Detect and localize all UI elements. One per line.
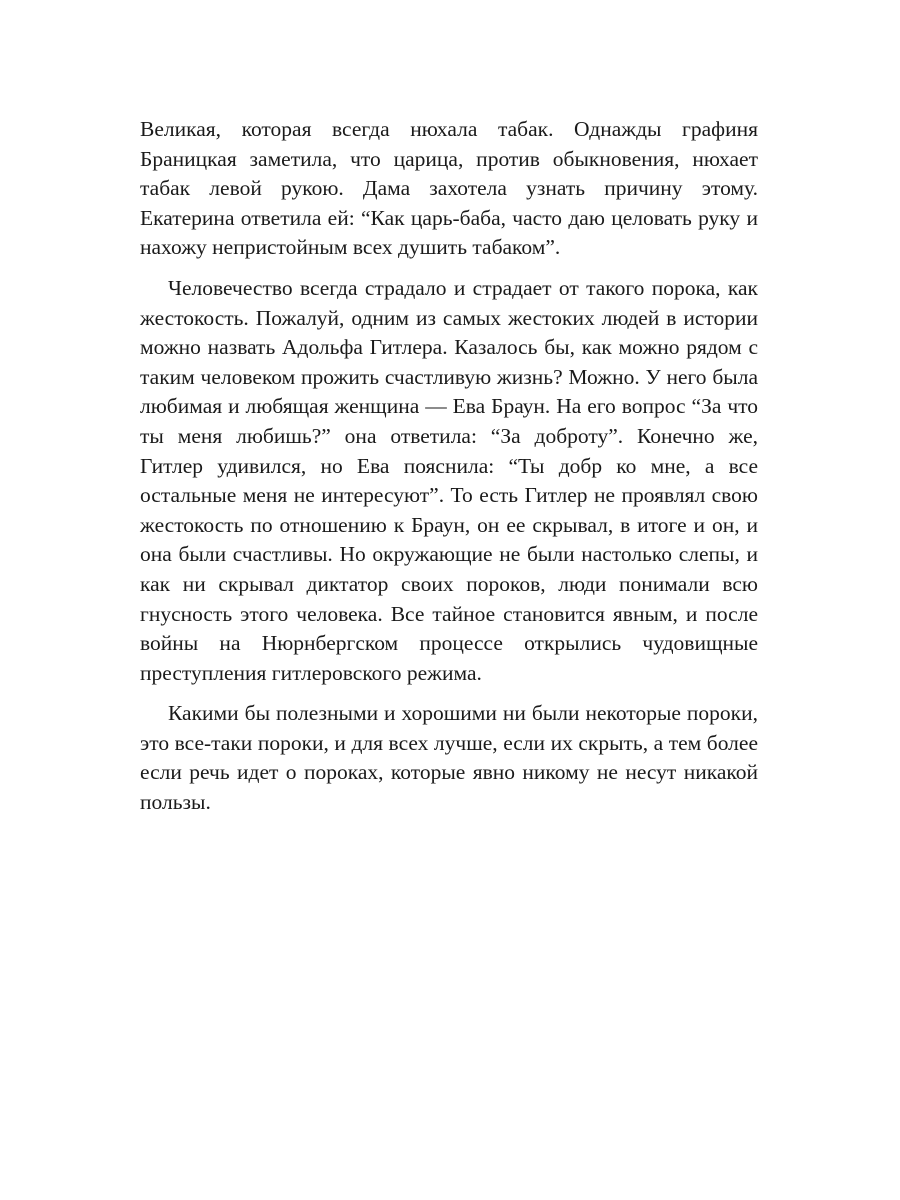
paragraph-conclusion: Какими бы полезными и хорошими ни были некоторые пороки, это все-таки пороки, и для всех лучше, если их скрыть, а тем более если речь идет о пороках, которые явно никому не несут никакой пользы. [140,701,758,815]
paragraph-continuation: Великая, которая всегда нюхала табак. Однажды графиня Браницкая заметила, что царица, против обыкновения, нюхает табак левой рукою. Дама захотела узнать причину этому. Екатерина ответила ей: “Как царь-баба, часто даю целовать руку и нахожу непристойным всех душить табаком”. [140,117,758,260]
paragraph-cruelty: Человечество всегда страдало и страдает от такого порока, как жестокость. Пожалуй, одним из самых жестоких людей в истории можно назвать Адольфа Гитлера. Казалось бы, как можно рядом с таким человеком прожить счастливую жизнь? Можно. У него была любимая и любящая женщина — Ева Браун. На его вопрос “За что ты меня любишь?” она ответила: “За доброту”. Конечно же, Гитлер удивился, но Ева пояснила: “Ты добр ко мне, а все остальные меня не интересуют”. То есть Гитлер не проявлял свою жестокость по отношению к Браун, он ее скрывал, в итоге и он, и она были счастливы. Но окружающие не были настолько слепы, и как ни скрывал диктатор своих пороков, люди понимали всю гнусность этого человека. Все тайное становится явным, и после войны на Нюрнбергском процессе открылись чудовищные преступления гитлеровского режима. [140,275,758,685]
page-body-text [140,115,758,829]
